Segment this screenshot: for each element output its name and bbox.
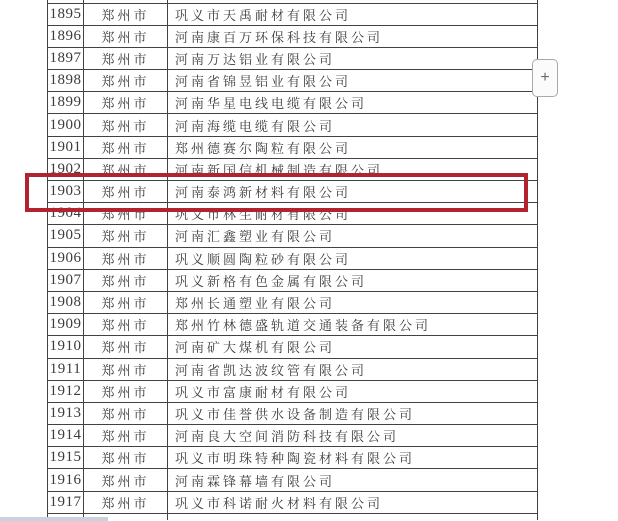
- row-number-cell: 1909: [48, 314, 84, 336]
- table-row: [48, 3, 538, 25]
- company-name-cell: 郑州德赛尔陶粒有限公司: [168, 136, 538, 158]
- company-name-cell: 巩义顺圆陶粒砂有限公司: [168, 247, 538, 269]
- city-cell: 郑州市: [84, 247, 168, 269]
- company-name-cell: 河南省凯达波纹管有限公司: [168, 358, 538, 380]
- city-cell: 郑州市: [84, 491, 168, 513]
- city-cell: 郑州市: [84, 25, 168, 47]
- table-row: [48, 70, 538, 92]
- table-row: [48, 314, 538, 336]
- row-number-cell: 1910: [48, 336, 84, 358]
- company-name-cell: 河南康百万环保科技有限公司: [168, 25, 538, 47]
- company-name-cell: 巩义市林生耐材有限公司: [168, 203, 538, 225]
- table-row: [48, 225, 538, 247]
- row-number-cell: 1904: [48, 203, 84, 225]
- company-name-cell: 河南海缆电缆有限公司: [168, 114, 538, 136]
- table-row: [48, 114, 538, 136]
- city-cell: 郑州市: [84, 92, 168, 114]
- row-number-cell: 1907: [48, 269, 84, 291]
- table-row: [48, 380, 538, 402]
- company-name-cell: 河南万达铝业有限公司: [168, 47, 538, 69]
- table-row: [48, 47, 538, 69]
- row-number-cell: 1908: [48, 291, 84, 313]
- city-cell: 郑州市: [84, 70, 168, 92]
- table-row: [48, 92, 538, 114]
- city-cell: 郑州市: [84, 114, 168, 136]
- company-table-body: [48, 0, 538, 520]
- table-row: [48, 25, 538, 47]
- expand-plus-button[interactable]: +: [532, 59, 558, 97]
- city-cell: 郑州市: [84, 158, 168, 180]
- partial-row-bottom: [48, 513, 538, 520]
- company-name-cell: 巩义新格有色金属有限公司: [168, 269, 538, 291]
- company-name-cell: 河南华星电线电缆有限公司: [168, 92, 538, 114]
- row-number-cell: 1913: [48, 402, 84, 424]
- company-name-cell: 巩义市科诺耐火材料有限公司: [168, 491, 538, 513]
- city-cell: 郑州市: [84, 314, 168, 336]
- row-number-cell: 1902: [48, 158, 84, 180]
- row-number-cell: 1915: [48, 447, 84, 469]
- company-name-cell: 巩义市富康耐材有限公司: [168, 380, 538, 402]
- row-number-cell: 1911: [48, 358, 84, 380]
- row-number-cell: 1917: [48, 491, 84, 513]
- city-cell: 郑州市: [84, 203, 168, 225]
- table-row: [48, 469, 538, 491]
- row-number-cell: 1896: [48, 25, 84, 47]
- table-row: [48, 291, 538, 313]
- city-cell: 郑州市: [84, 225, 168, 247]
- row-number-cell: 1899: [48, 92, 84, 114]
- partial-cell: [168, 513, 538, 520]
- row-number-cell: 1905: [48, 225, 84, 247]
- table-row: [48, 247, 538, 269]
- row-number-cell: 1912: [48, 380, 84, 402]
- row-number-cell: 1897: [48, 47, 84, 69]
- city-cell: 郑州市: [84, 380, 168, 402]
- city-cell: 郑州市: [84, 447, 168, 469]
- city-cell: 郑州市: [84, 181, 168, 203]
- row-number-cell: 1914: [48, 425, 84, 447]
- table-row: [48, 402, 538, 424]
- company-name-cell: 河南省锦昱铝业有限公司: [168, 70, 538, 92]
- city-cell: 郑州市: [84, 136, 168, 158]
- table-row: [48, 358, 538, 380]
- company-name-cell: 郑州长通塑业有限公司: [168, 291, 538, 313]
- table-row: [48, 269, 538, 291]
- city-cell: 郑州市: [84, 3, 168, 25]
- table-row: [48, 491, 538, 513]
- city-cell: 郑州市: [84, 47, 168, 69]
- row-number-cell: 1903: [48, 181, 84, 203]
- company-name-cell: 巩义市天禹耐材有限公司: [168, 3, 538, 25]
- table-row: [48, 447, 538, 469]
- company-name-cell: 河南良大空间消防科技有限公司: [168, 425, 538, 447]
- city-cell: 郑州市: [84, 336, 168, 358]
- city-cell: 郑州市: [84, 358, 168, 380]
- company-name-cell: 河南矿大煤机有限公司: [168, 336, 538, 358]
- company-table: [47, 0, 538, 520]
- city-cell: 郑州市: [84, 291, 168, 313]
- row-number-cell: 1901: [48, 136, 84, 158]
- row-number-cell: 1895: [48, 3, 84, 25]
- table-row: [48, 425, 538, 447]
- company-name-cell: 郑州竹林德盛轨道交通装备有限公司: [168, 314, 538, 336]
- row-number-cell: 1898: [48, 70, 84, 92]
- bottom-edge-strip: [0, 517, 108, 521]
- company-name-cell: 河南泰鸿新材料有限公司: [168, 181, 538, 203]
- table-row: [48, 203, 538, 225]
- company-name-cell: 河南汇鑫塑业有限公司: [168, 225, 538, 247]
- table-row: [48, 336, 538, 358]
- table-row: [48, 136, 538, 158]
- table-row: [48, 158, 538, 180]
- city-cell: 郑州市: [84, 425, 168, 447]
- company-name-cell: 巩义市佳誉供水设备制造有限公司: [168, 402, 538, 424]
- row-number-cell: 1900: [48, 114, 84, 136]
- company-name-cell: 巩义市明珠特种陶瓷材料有限公司: [168, 447, 538, 469]
- city-cell: 郑州市: [84, 402, 168, 424]
- city-cell: 郑州市: [84, 469, 168, 491]
- city-cell: 郑州市: [84, 269, 168, 291]
- company-name-cell: 河南新国信机械制造有限公司: [168, 158, 538, 180]
- table-row-highlighted: [48, 181, 538, 203]
- company-name-cell: 河南霖锋幕墙有限公司: [168, 469, 538, 491]
- row-number-cell: 1906: [48, 247, 84, 269]
- row-number-cell: 1916: [48, 469, 84, 491]
